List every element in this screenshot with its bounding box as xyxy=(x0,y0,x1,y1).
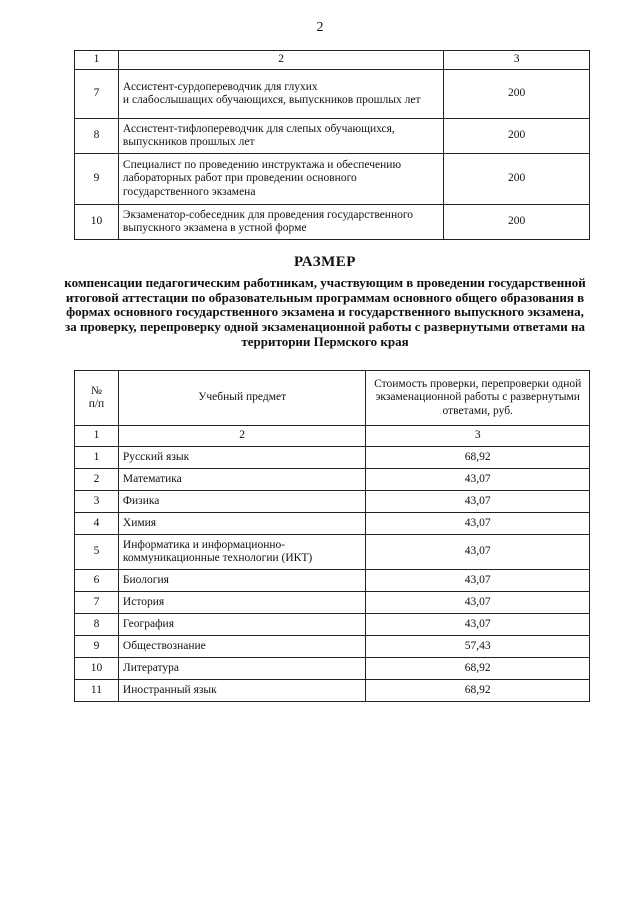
table-row xyxy=(75,636,590,658)
row-number: 3 xyxy=(75,491,119,513)
table-row xyxy=(75,205,590,240)
subject-name: Обществознание xyxy=(118,636,366,658)
rate-value: 200 xyxy=(444,205,590,240)
position-name: Ассистент-сурдопереводчик для глухих и слабослышащих обучающихся, выпускников прошлых лет xyxy=(118,70,443,119)
row-number: 10 xyxy=(75,658,119,680)
cost-value: 43,07 xyxy=(366,491,590,513)
cost-value: 43,07 xyxy=(366,535,590,570)
row-number: 5 xyxy=(75,535,119,570)
table-row xyxy=(75,592,590,614)
table-header-row xyxy=(75,371,590,426)
table-row xyxy=(75,491,590,513)
table-row xyxy=(75,513,590,535)
column-index: 2 xyxy=(118,426,366,447)
table-row xyxy=(75,154,590,205)
subject-name: География xyxy=(118,614,366,636)
page-number: 2 xyxy=(316,20,324,35)
subject-name: Химия xyxy=(118,513,366,535)
rate-value: 200 xyxy=(444,119,590,154)
column-index: 3 xyxy=(366,426,590,447)
rate-value: 200 xyxy=(444,70,590,119)
subject-name: Информатика и информационно-коммуникационные технологии (ИКТ) xyxy=(118,535,366,570)
row-number: 10 xyxy=(75,205,119,240)
row-number: 4 xyxy=(75,513,119,535)
row-number: 8 xyxy=(75,119,119,154)
cost-value: 68,92 xyxy=(366,447,590,469)
row-number: 6 xyxy=(75,570,119,592)
column-index: 1 xyxy=(75,51,119,70)
section-subtitle: компенсации педагогическим работникам, участвующим в проведении государственной итоговой аттестации по образовательным программам основного общего образования в формах основного государственного экзамена и государственного выпускного экзамена, за проверку, перепроверку одной экзаменационной работы с развернутыми ответами на территории Пермского края xyxy=(64,275,586,349)
table-row xyxy=(75,680,590,702)
subject-name: Литература xyxy=(118,658,366,680)
table-row xyxy=(75,447,590,469)
position-name: Ассистент-тифлопереводчик для слепых обучающихся, выпускников прошлых лет xyxy=(118,119,443,154)
subject-name: Иностранный язык xyxy=(118,680,366,702)
cost-value: 43,07 xyxy=(366,469,590,491)
subject-name: Русский язык xyxy=(118,447,366,469)
table-row xyxy=(75,119,590,154)
row-number: 11 xyxy=(75,680,119,702)
column-index: 2 xyxy=(118,51,443,70)
subject-name: История xyxy=(118,592,366,614)
row-number: 7 xyxy=(75,592,119,614)
row-number: 2 xyxy=(75,469,119,491)
position-name: Специалист по проведению инструктажа и обеспечению лабораторных работ при проведении основного государственного экзамена xyxy=(118,154,443,205)
row-number: 1 xyxy=(75,447,119,469)
row-number: 7 xyxy=(75,70,119,119)
position-name: Экзаменатор-собеседник для проведения государственного выпускного экзамена в устной форме xyxy=(118,205,443,240)
table-row xyxy=(75,614,590,636)
header-number: № п/п xyxy=(75,371,119,426)
cost-value: 68,92 xyxy=(366,658,590,680)
table-row xyxy=(75,469,590,491)
table-row xyxy=(75,535,590,570)
header-subject: Учебный предмет xyxy=(118,371,366,426)
cost-value: 57,43 xyxy=(366,636,590,658)
row-number: 9 xyxy=(75,636,119,658)
subject-name: Биология xyxy=(118,570,366,592)
column-index: 1 xyxy=(75,426,119,447)
row-number: 8 xyxy=(75,614,119,636)
cost-value: 43,07 xyxy=(366,570,590,592)
compensation-table xyxy=(74,370,590,702)
header-cost: Стоимость проверки, перепроверки одной экзаменационной работы с развернутыми ответами, руб. xyxy=(366,371,590,426)
table-row xyxy=(75,658,590,680)
cost-value: 43,07 xyxy=(366,592,590,614)
table-header-row xyxy=(75,51,590,70)
cost-value: 43,07 xyxy=(366,513,590,535)
subject-name: Физика xyxy=(118,491,366,513)
table-row xyxy=(75,570,590,592)
positions-table xyxy=(74,50,590,240)
row-number: 9 xyxy=(75,154,119,205)
cost-value: 68,92 xyxy=(366,680,590,702)
section-title: РАЗМЕР xyxy=(294,254,356,270)
cost-value: 43,07 xyxy=(366,614,590,636)
table-index-row xyxy=(75,426,590,447)
rate-value: 200 xyxy=(444,154,590,205)
column-index: 3 xyxy=(444,51,590,70)
subject-name: Математика xyxy=(118,469,366,491)
table-row xyxy=(75,70,590,119)
